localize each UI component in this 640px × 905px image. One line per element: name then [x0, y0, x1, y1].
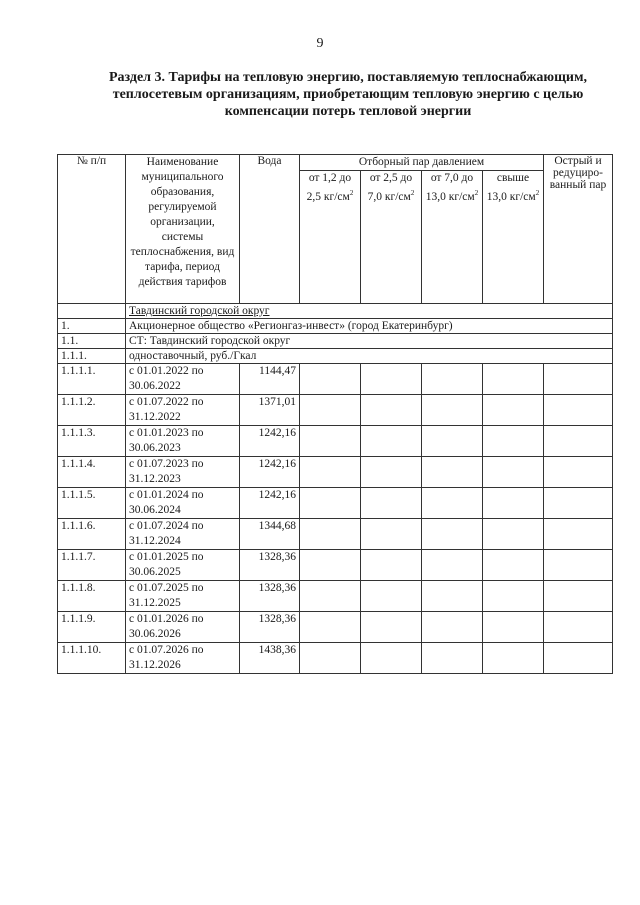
row-empty-cell	[544, 457, 613, 488]
row-empty-cell	[300, 550, 361, 581]
row-empty-cell	[422, 457, 483, 488]
row-empty-cell	[483, 550, 544, 581]
row-empty-cell	[483, 488, 544, 519]
district-row	[58, 304, 613, 319]
row-water-value: 1328,36	[240, 612, 300, 643]
row-water-value: 1242,16	[240, 457, 300, 488]
tariff-type-num: 1.1.1.	[58, 349, 126, 364]
row-num: 1.1.1.8.	[58, 581, 126, 612]
row-empty-cell	[422, 519, 483, 550]
row-num: 1.1.1.3.	[58, 426, 126, 457]
organization-num: 1.	[58, 319, 126, 334]
row-period: с 01.01.2022 по 30.06.2022	[126, 364, 240, 395]
row-empty-cell	[544, 643, 613, 674]
row-empty-cell	[544, 426, 613, 457]
row-empty-cell	[361, 395, 422, 426]
row-period: с 01.07.2023 по 31.12.2023	[126, 457, 240, 488]
row-period: с 01.01.2023 по 30.06.2023	[126, 426, 240, 457]
row-empty-cell	[544, 488, 613, 519]
tariff-type-name: одноставочный, руб./Гкал	[126, 349, 613, 364]
row-period: с 01.01.2025 по 30.06.2025	[126, 550, 240, 581]
row-empty-cell	[544, 395, 613, 426]
row-empty-cell	[300, 519, 361, 550]
row-empty-cell	[483, 364, 544, 395]
row-empty-cell	[544, 519, 613, 550]
table-row	[58, 395, 613, 426]
system-num: 1.1.	[58, 334, 126, 349]
tariff-table	[57, 154, 613, 674]
table-row	[58, 550, 613, 581]
system-row	[58, 334, 613, 349]
row-empty-cell	[300, 612, 361, 643]
row-num: 1.1.1.9.	[58, 612, 126, 643]
row-empty-cell	[544, 550, 613, 581]
row-num: 1.1.1.6.	[58, 519, 126, 550]
row-empty-cell	[361, 488, 422, 519]
page-number: 9	[316, 36, 324, 51]
row-period: с 01.01.2026 по 30.06.2026	[126, 612, 240, 643]
row-period: с 01.01.2024 по 30.06.2024	[126, 488, 240, 519]
table-row	[58, 364, 613, 395]
row-empty-cell	[422, 643, 483, 674]
row-empty-cell	[422, 395, 483, 426]
row-empty-cell	[422, 426, 483, 457]
row-empty-cell	[361, 426, 422, 457]
header-steam-1: от 1,2 до 2,5 $кг/см^2$	[300, 171, 361, 304]
table-row	[58, 457, 613, 488]
row-empty-cell	[544, 581, 613, 612]
row-empty-cell	[361, 550, 422, 581]
row-empty-cell	[300, 395, 361, 426]
row-water-value: 1328,36	[240, 581, 300, 612]
row-empty-cell	[361, 364, 422, 395]
header-sharp-steam: Острый и редуциро-ванный пар	[544, 155, 613, 304]
row-empty-cell	[300, 364, 361, 395]
table-row	[58, 488, 613, 519]
row-water-value: 1371,01	[240, 395, 300, 426]
table-row	[58, 643, 613, 674]
row-empty-cell	[422, 364, 483, 395]
row-empty-cell	[422, 550, 483, 581]
row-empty-cell	[422, 488, 483, 519]
district-name: Тавдинский городской округ	[126, 304, 613, 319]
header-name: Наименование муниципального образования, регулируемой организации, системы теплоснабжения, вид тарифа, период действия тарифов	[126, 155, 240, 304]
row-water-value: 1144,47	[240, 364, 300, 395]
organization-name: Акционерное общество «Регионгаз-инвест» (город Екатеринбург)	[126, 319, 613, 334]
system-name: СТ: Тавдинский городской округ	[126, 334, 613, 349]
row-water-value: 1328,36	[240, 550, 300, 581]
row-num: 1.1.1.1.	[58, 364, 126, 395]
row-num: 1.1.1.10.	[58, 643, 126, 674]
row-empty-cell	[422, 612, 483, 643]
table-row	[58, 581, 613, 612]
header-steam-3: от 7,0 до 13,0 $кг/см^2$	[422, 171, 483, 304]
row-period: с 01.07.2022 по 31.12.2022	[126, 395, 240, 426]
row-empty-cell	[361, 519, 422, 550]
row-empty-cell	[422, 581, 483, 612]
row-num: 1.1.1.7.	[58, 550, 126, 581]
row-empty-cell	[300, 643, 361, 674]
header-steam-4: свыше 13,0 $кг/см^2$	[483, 171, 544, 304]
section-title: Раздел 3. Тарифы на тепловую энергию, поставляемую теплоснабжающим, теплосетевым организациям, приобретающим тепловую энергию с целью компенсации потерь тепловой энергии	[108, 70, 588, 119]
row-water-value: 1242,16	[240, 488, 300, 519]
row-num: 1.1.1.5.	[58, 488, 126, 519]
row-water-value: 1344,68	[240, 519, 300, 550]
row-period: с 01.07.2026 по 31.12.2026	[126, 643, 240, 674]
row-empty-cell	[361, 643, 422, 674]
row-empty-cell	[361, 612, 422, 643]
row-num: 1.1.1.2.	[58, 395, 126, 426]
row-num: 1.1.1.4.	[58, 457, 126, 488]
organization-row	[58, 319, 613, 334]
row-empty-cell	[483, 643, 544, 674]
row-empty-cell	[483, 395, 544, 426]
row-empty-cell	[361, 581, 422, 612]
row-empty-cell	[300, 581, 361, 612]
header-num: № п/п	[58, 155, 126, 304]
header-steam-2: от 2,5 до 7,0 $кг/см^2$	[361, 171, 422, 304]
header-steam-group: Отборный пар давлением	[300, 155, 544, 171]
tariff-type-row	[58, 349, 613, 364]
table-row	[58, 519, 613, 550]
row-empty-cell	[544, 364, 613, 395]
header-water: Вода	[240, 155, 300, 304]
table-row	[58, 612, 613, 643]
row-water-value: 1438,36	[240, 643, 300, 674]
row-empty-cell	[483, 519, 544, 550]
row-empty-cell	[544, 612, 613, 643]
row-empty-cell	[483, 426, 544, 457]
row-empty-cell	[483, 457, 544, 488]
row-empty-cell	[300, 457, 361, 488]
row-water-value: 1242,16	[240, 426, 300, 457]
row-empty-cell	[361, 457, 422, 488]
row-period: с 01.07.2024 по 31.12.2024	[126, 519, 240, 550]
row-period: с 01.07.2025 по 31.12.2025	[126, 581, 240, 612]
row-empty-cell	[483, 581, 544, 612]
row-empty-cell	[483, 612, 544, 643]
row-empty-cell	[300, 488, 361, 519]
row-empty-cell	[300, 426, 361, 457]
table-row	[58, 426, 613, 457]
